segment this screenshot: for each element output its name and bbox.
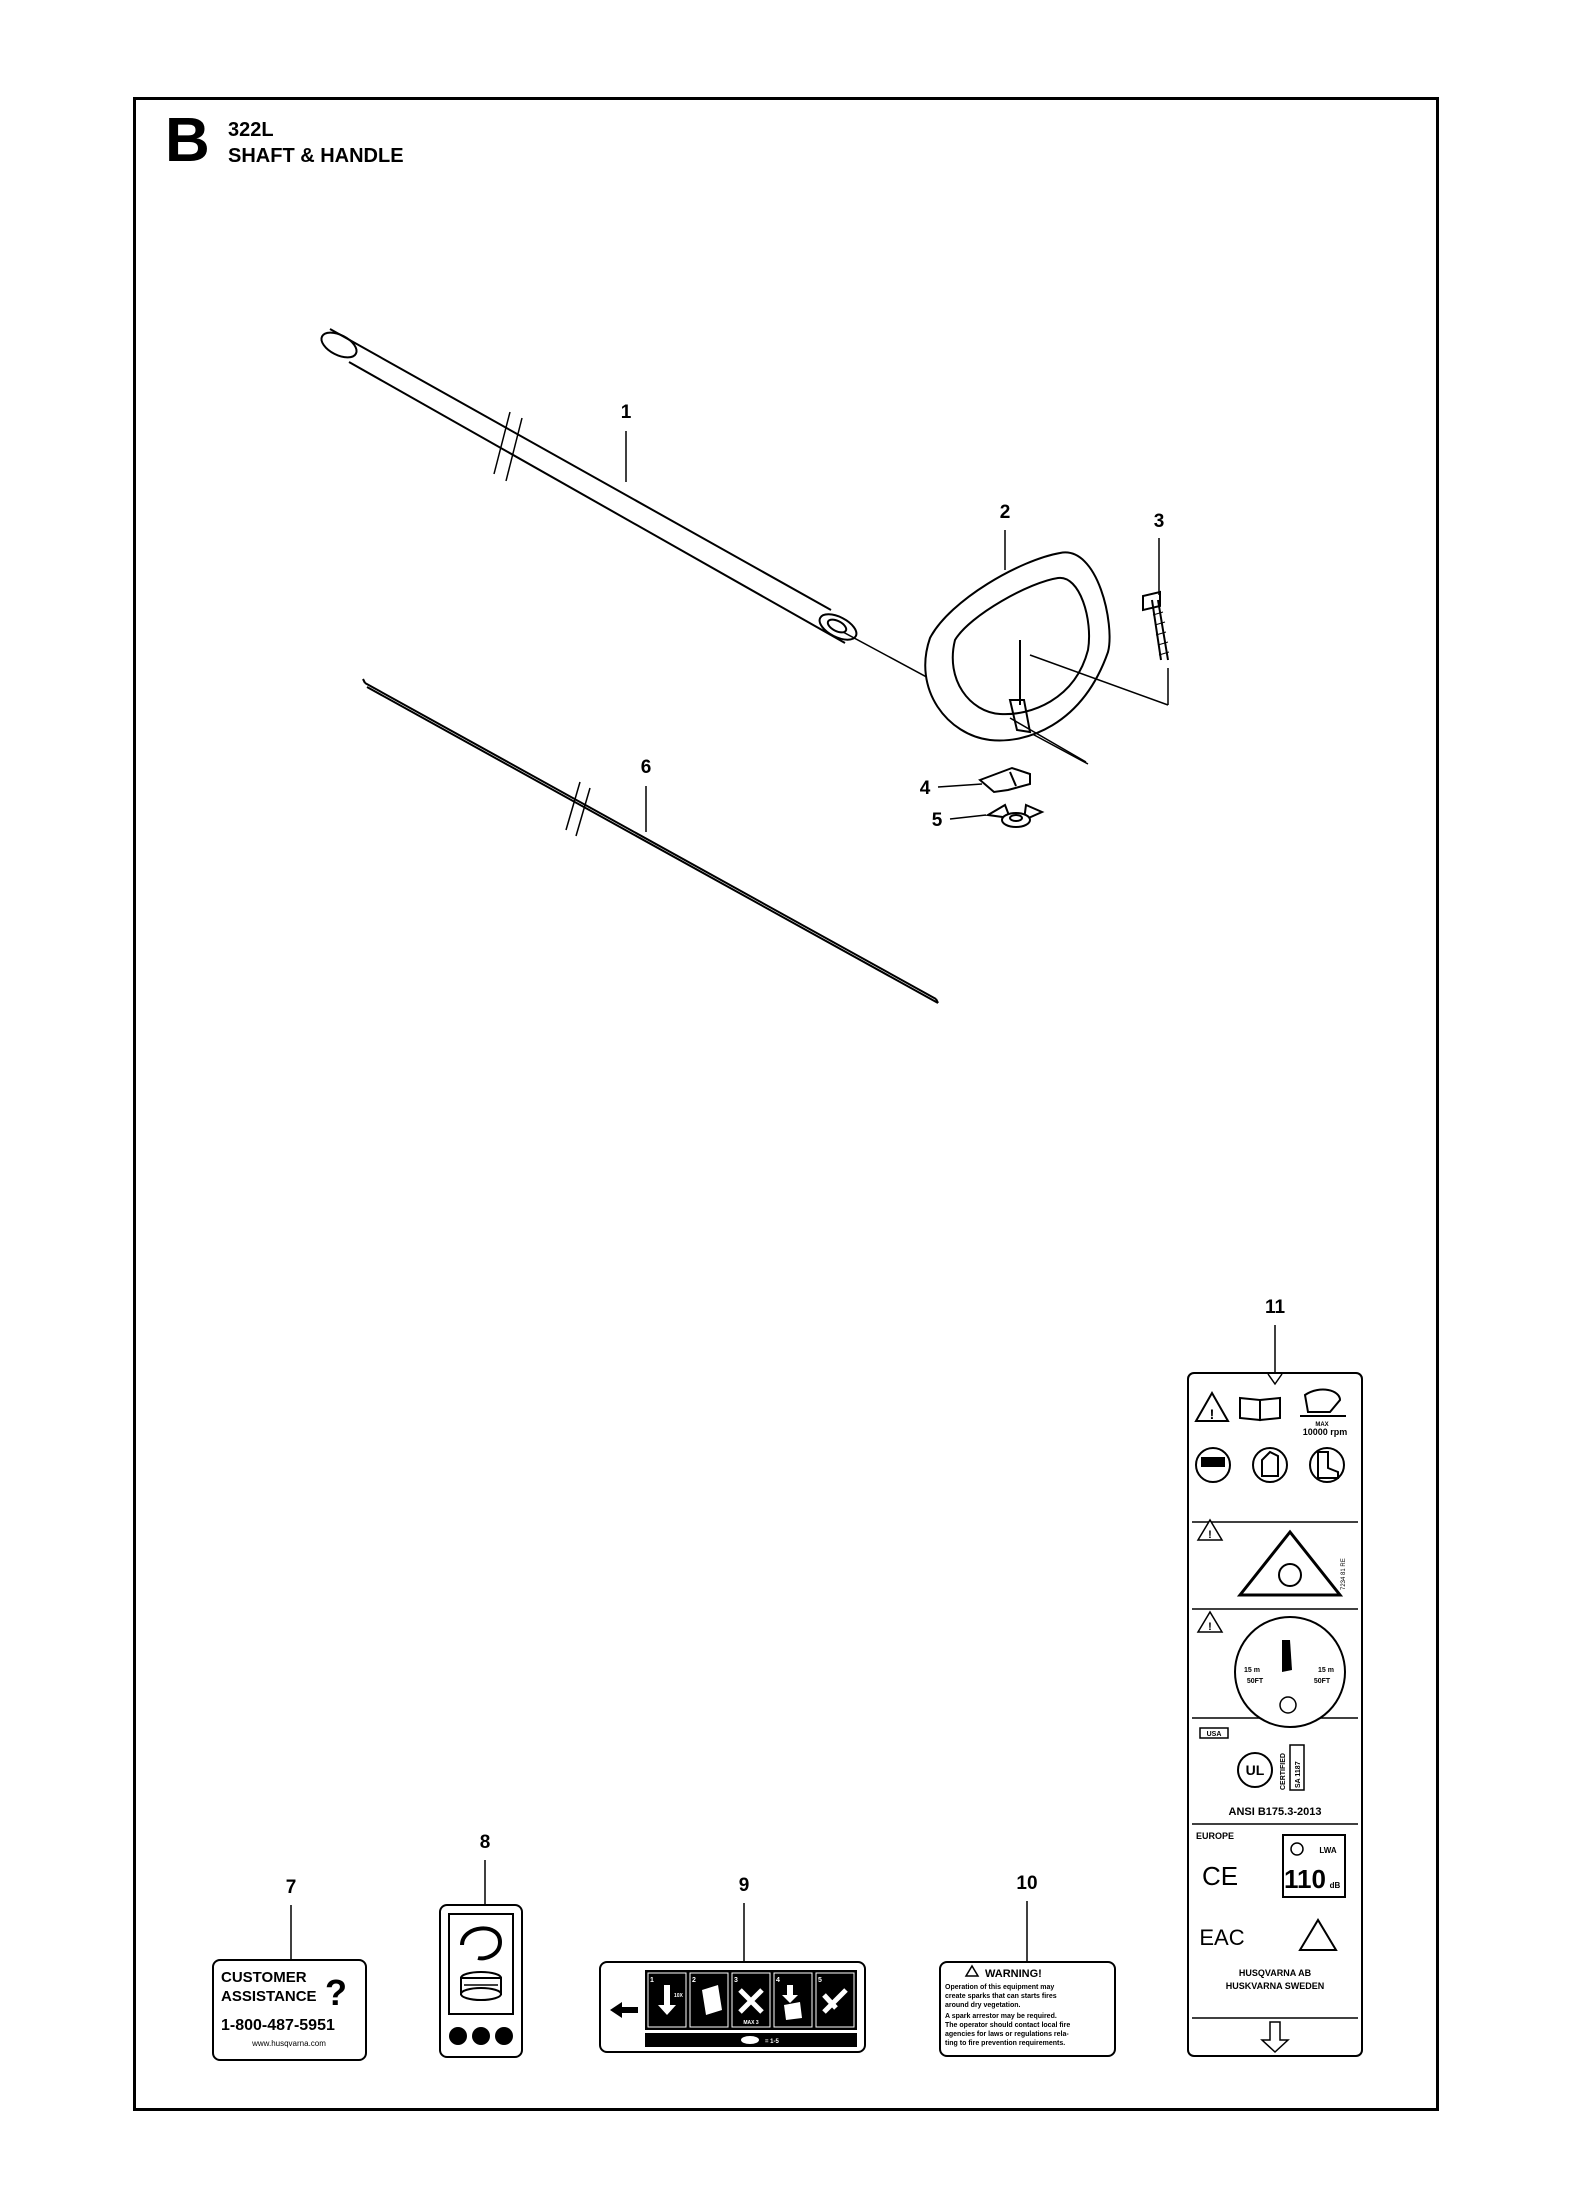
decal-10-line: The operator should contact local fire xyxy=(945,2022,1071,2029)
section-letter: B xyxy=(165,106,210,175)
max-rpm: 10000 rpm xyxy=(1302,1427,1348,1437)
part-5-wing-nut xyxy=(988,805,1042,827)
region-usa: USA xyxy=(1206,1731,1222,1738)
step-number-2: 2 xyxy=(692,1977,696,1984)
dist-left-ft: 50FT xyxy=(1246,1678,1264,1685)
pictogram-icon xyxy=(449,2027,467,2045)
decal-10-line: create sparks that can starts fires xyxy=(945,1993,1057,2000)
decal-8-trimmer-head xyxy=(440,1905,522,2057)
eac-mark: EAC xyxy=(1199,1925,1245,1950)
model-number: 322L xyxy=(228,119,274,141)
decal-11-safety-label xyxy=(1188,1373,1362,2056)
decal-10-line: Operation of this equipment may xyxy=(945,1984,1055,1991)
ul-code: SA 1187 xyxy=(1295,1761,1302,1788)
step-tag-3: MAX 3 xyxy=(743,2020,759,2026)
decal-9-instructions xyxy=(600,1962,865,2052)
dist-right-m: 15 m xyxy=(1318,1667,1334,1674)
callout-7: 7 xyxy=(285,1877,297,1898)
callout-6: 6 xyxy=(640,757,652,778)
callout-11: 11 xyxy=(1264,1297,1286,1318)
callout-4: 4 xyxy=(919,778,931,799)
maker-line2: HUSKVARNA SWEDEN xyxy=(1225,1981,1325,1991)
callout-2: 2 xyxy=(999,502,1011,523)
section-title: SHAFT & HANDLE xyxy=(228,145,404,167)
svg-text:!: ! xyxy=(1208,1621,1212,1633)
region-europe: EUROPE xyxy=(1196,1831,1235,1841)
step-number-3: 3 xyxy=(734,1977,738,1984)
part-4-bracket xyxy=(980,768,1030,792)
manual-book-icon xyxy=(1240,1398,1280,1420)
decal-10-line: ting to fire prevention requirements. xyxy=(945,2040,1066,2047)
callout-5: 5 xyxy=(931,810,943,831)
step-number-5: 5 xyxy=(818,1977,822,1984)
noise-unit: dB xyxy=(1329,1881,1341,1890)
ansi-standard: ANSI B175.3-2013 xyxy=(1228,1806,1322,1818)
decal-10-line: around dry vegetation. xyxy=(945,2002,1021,2009)
decal-7-phone: 1-800-487-5951 xyxy=(221,2017,335,2034)
decal-10-line: agencies for laws or regulations rela- xyxy=(945,2031,1069,2038)
decal-10-title: WARNING! xyxy=(985,1968,1042,1980)
decal-9-ratio: = 1-5 xyxy=(765,2039,779,2045)
svg-text:!: ! xyxy=(1209,1406,1215,1422)
pictogram-icon xyxy=(495,2027,513,2045)
max-label: MAX xyxy=(1315,1422,1329,1428)
step-number-1: 1 xyxy=(650,1977,654,1984)
callout-10: 10 xyxy=(1016,1873,1038,1894)
ul-mark: UL xyxy=(1245,1762,1265,1778)
ce-mark: CE xyxy=(1201,1861,1239,1891)
decal-11-part-no: 7234 81 RE xyxy=(1341,1558,1347,1590)
step-tag-1: 10X xyxy=(674,1993,683,1999)
decal-7-line2: ASSISTANCE xyxy=(221,1988,317,2005)
decal-7-web: www.husqvarna.com xyxy=(252,2039,326,2048)
lwa-label: LWA xyxy=(1319,1846,1337,1855)
question-mark-icon: ? xyxy=(325,1972,347,2013)
maker-line1: HUSQVARNA AB xyxy=(1238,1968,1312,1978)
step-icons xyxy=(648,1973,854,2027)
decal-7-customer-assistance xyxy=(213,1960,366,2060)
part-2-loop-handle xyxy=(925,552,1109,762)
ul-certified: CERTIFIED xyxy=(1280,1753,1287,1790)
part-6-drive-shaft xyxy=(363,679,938,1003)
leader-lines xyxy=(291,431,1275,1962)
callout-8: 8 xyxy=(479,1832,491,1853)
svg-text:!: ! xyxy=(1208,1529,1212,1541)
pictogram-icon xyxy=(472,2027,490,2045)
fuel-drop-icon xyxy=(741,2036,759,2044)
step-number-4: 4 xyxy=(776,1977,780,1984)
dist-left-m: 15 m xyxy=(1244,1667,1260,1674)
decal-7-line1: CUSTOMER xyxy=(221,1969,307,1986)
decal-10-warning xyxy=(940,1962,1115,2056)
no-children-icon xyxy=(1280,1697,1296,1713)
ppe-row xyxy=(1196,1448,1344,1482)
callout-3: 3 xyxy=(1153,511,1165,532)
callout-9: 9 xyxy=(738,1875,750,1896)
callout-1: 1 xyxy=(620,402,632,423)
noise-value: 110 xyxy=(1284,1864,1326,1894)
dist-right-ft: 50FT xyxy=(1313,1678,1331,1685)
decal-10-line: A spark arrestor may be required. xyxy=(945,2013,1057,2020)
